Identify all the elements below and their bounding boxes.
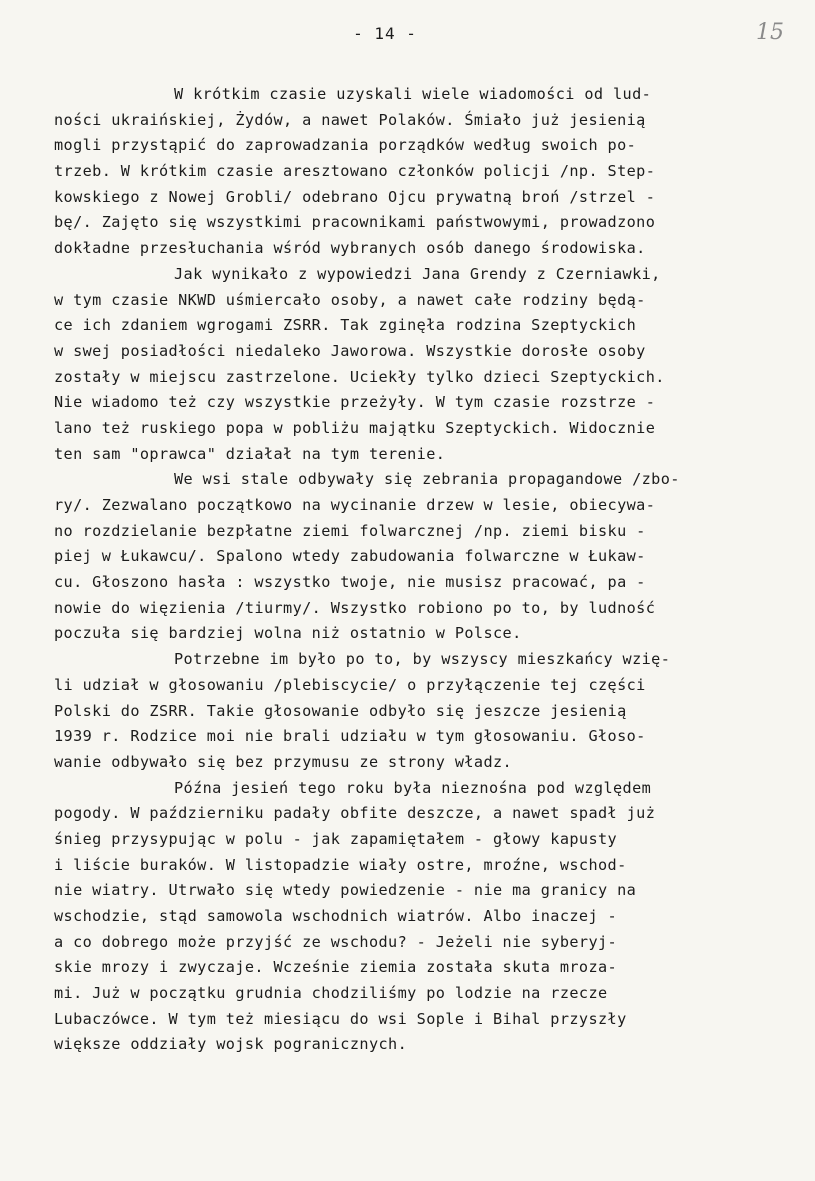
text-line: w tym czasie NKWD uśmiercało osoby, a nawet całe rodziny będą- — [54, 290, 646, 309]
text-line: Lubaczówce. W tym też miesiącu do wsi Sople i Bihal przyszły — [54, 1009, 627, 1028]
text-line: i liście buraków. W listopadzie wiały ostre, mroźne, wschod- — [54, 855, 627, 874]
text-line: kowskiego z Nowej Grobli/ odebrano Ojcu prywatną broń /strzel - — [54, 187, 656, 206]
text-line: ce ich zdaniem wgrogami ZSRR. Tak zginęła rodzina Szeptyckich — [54, 316, 637, 335]
text-line: ten sam "oprawca" działał na tym terenie. — [54, 444, 446, 463]
text-line: li udział w głosowaniu /plebiscycie/ o przyłączenie tej części — [54, 675, 646, 694]
text-line: ności ukraińskiej, Żydów, a nawet Polaków. Śmiało już jesienią — [54, 110, 646, 129]
text-line: 1939 r. Rodzice moi nie brali udziału w tym głosowaniu. Głoso- — [54, 727, 646, 746]
text-line: We wsi stale odbywały się zebrania propagandowe /zbo- — [174, 470, 680, 489]
text-line: śnieg przysypując w polu - jak zapamiętałem - głowy kapusty — [54, 829, 618, 848]
text-line: mogli przystąpić do zaprowadzania porządków według swoich po- — [54, 136, 637, 155]
text-line: lano też ruskiego popa w pobliżu majątku Szeptyckich. Widocznie — [54, 418, 656, 437]
text-line: w swej posiadłości niedaleko Jaworowa. Wszystkie dorosłe osoby — [54, 341, 646, 360]
text-line: Polski do ZSRR. Takie głosowanie odbyło się jeszcze jesienią — [54, 701, 627, 720]
text-line: nowie do więzienia /tiurmy/. Wszystko robiono po to, by ludność — [54, 598, 656, 617]
text-line: trzeb. W krótkim czasie aresztowano członków policji /np. Step- — [54, 162, 656, 181]
text-line: bę/. Zajęto się wszystkimi pracownikami państwowymi, prowadzono — [54, 213, 656, 232]
page-number: - 14 - — [353, 24, 417, 43]
page-header — [0, 20, 815, 52]
text-line: piej w Łukawcu/. Spalono wtedy zabudowania folwarczne w Łukaw- — [54, 547, 646, 566]
text-line: wschodzie, stąd samowola wschodnich wiatrów. Albo inaczej - — [54, 907, 618, 925]
handwritten-archive-number: 15 — [756, 20, 784, 45]
text-line: poczuła się bardziej wolna niż ostatnio w Polsce. — [54, 624, 522, 643]
typewritten-text-body — [54, 82, 794, 1058]
text-line: a co dobrego może przyjść ze wschodu? - Jeżeli nie syberyj- — [54, 932, 618, 951]
text-line: Potrzebne im było po to, by wszyscy mieszkańcy wzię- — [174, 650, 671, 669]
text-line: skie mrozy i zwyczaje. Wcześnie ziemia została skuta mroza- — [54, 958, 618, 977]
text-line: cu. Głoszono hasła : wszystko twoje, nie musisz pracować, pa - — [54, 573, 646, 592]
text-line: no rozdzielanie bezpłatne ziemi folwarcznej /np. ziemi bisku - — [54, 521, 646, 540]
text-line: nie wiatry. Utrwało się wtedy powiedzenie - nie ma granicy na — [54, 881, 637, 900]
text-line: ry/. Zezwalano początkowo na wycinanie drzew w lesie, obiecywa- — [54, 496, 656, 514]
text-line: Późna jesień tego roku była nieznośna pod względem — [174, 778, 652, 797]
text-line: mi. Już w początku grudnia chodziliśmy po lodzie na rzecze — [54, 984, 608, 1003]
text-line: Nie wiadomo też czy wszystkie przeżyły. W tym czasie rozstrze - — [54, 393, 656, 412]
text-line: większe oddziały wojsk pogranicznych. — [54, 1035, 408, 1054]
text-line: W krótkim czasie uzyskali wiele wiadomości od lud- — [174, 85, 652, 103]
text-line: pogody. W październiku padały obfite deszcze, a nawet spadł już — [54, 804, 656, 823]
text-line: wanie odbywało się bez przymusu ze strony władz. — [54, 752, 513, 771]
text-line: dokładne przesłuchania wśród wybranych osób danego środowiska. — [54, 239, 646, 258]
text-line: Jak wynikało z wypowiedzi Jana Grendy z Czerniawki, — [174, 264, 661, 283]
text-line: zostały w miejscu zastrzelone. Uciekły tylko dzieci Szeptyckich. — [54, 367, 665, 386]
